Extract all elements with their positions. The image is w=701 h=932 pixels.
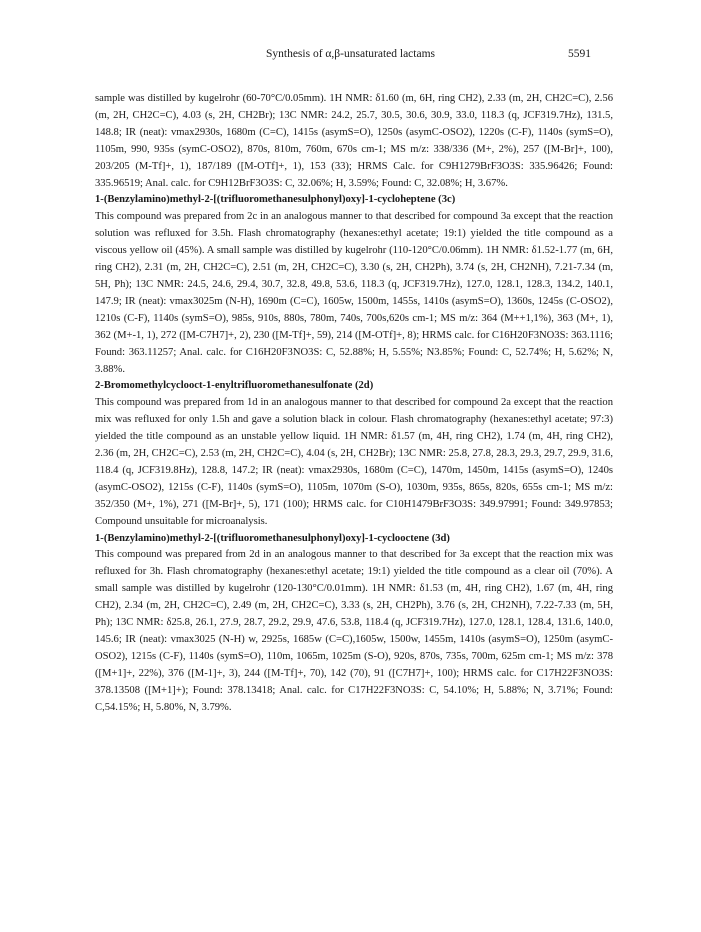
paragraph-3d: This compound was prepared from 2d in an analogous manner to that described for 3a except that the reaction mix was refluxed for 3h. Flash chromatography (hexanes:ethyl acetate; 19:1) yielded the title compound as a clear oil (70%). A small sample was distilled by kugelrohr (120-130°C/0.01mm). 1H NMR: δ1.53 (m, 4H, ring CH2), 1.67 (m, 4H, ring CH2), 2.34 (m, 2H, CH2C=C), 2.49 (m, 2H, CH2C=C), 3.33 (s, 2H, CH2Ph), 3.76 (s, 2H, CH2NH), 7.22-7.33 (m, 5H, Ph); 13C NMR: δ25.8, 26.1, 27.9, 28.7, 29.2, 29.9, 47.6, 53.8, 118.4 (q, JCF319.7Hz), 127.0, 128.1, 128.4, 131.6, 140.0, 145.6; IR (neat): vmax3025 (N-H) w, 2925s, 1685w (C=C),1605w, 1500w, 1455m, 1410s (asymS=O), 1250m (asymC-OSO2), 1215s (C-F), 1140s (symS=O), 110m, 1065m, 1025m (S-O), 920s, 870s, 735s, 700m, 625m cm-1; MS m/z: 378 ([M+1]+, 22%), 376 ([M-1]+, 3), 244 ([M-Tf]+, 70), 142 (70), 91 ([C7H7]+, 100); HRMS calc. for C17H22F3NO3S: 378.13508 ([M+1]+); Found: 378.13418; Anal. calc. for C17H22F3NO3S: C, 54.10%; H, 5.88%; N, 3.71%; Found: C,54.15%; H, 5.80%, N, 3.79%. xyxy=(95,549,613,713)
compound-heading-3c: 1-(Benzylamino)methyl-2-[(trifluoromethanesulphonyl)oxy]-1-cycloheptene (3c) xyxy=(95,194,456,206)
paragraph-2d: This compound was prepared from 1d in an analogous manner to that described for compound 2a except that the reaction mix was refluxed for only 1.5h and gave a solution black in colour. Flash chromatography (hexanes:ethyl acetate; 97:3) yielded the title compound as an unstable yellow liquid. 1H NMR: δ1.57 (m, 4H, ring CH2), 1.74 (m, 4H, ring CH2), 2.36 (m, 2H, CH2C=C), 2.53 (m, 2H, CH2C=C), 4.04 (s, 2H, CH2Br); 13C NMR: 25.8, 27.8, 28.3, 29.3, 29.7, 29.9, 31.6, 118.4 (q, JCF319.8Hz), 128.8, 147.2; IR (neat): vmax2930s, 1680m (C=C), 1470m, 1450m, 1415s (asymS=O), 1240s (asymC-OSO2), 1215s (C-F), 1140s (symS=O), 1105m, 1070m (S-O), 1030m, 935s, 865s, 820s, 655s cm-1; MS m/z: 352/350 (M+, 1%), 271 ([M-Br]+, 5), 171 (100); HRMS calc. for C10H1479BrF3O3S: 349.97991; Found: 349.97853; Compound unsuitable for microanalysis. xyxy=(95,397,613,527)
experimental-section xyxy=(95,91,613,717)
compound-heading-2d: 2-Bromomethylcyclooct-1-enyltrifluoromethanesulfonate (2d) xyxy=(95,380,374,392)
running-header xyxy=(0,48,701,64)
running-title: Synthesis of α,β-unsaturated lactams xyxy=(265,48,435,60)
page-number: 5591 xyxy=(568,48,591,60)
paragraph-3c: This compound was prepared from 2c in an analogous manner to that described for compound 3a except that the reaction solution was refluxed for 3.5h. Flash chromatography (hexanes:ethyl acetate; 19:1) yielded the title compound as a viscous yellow oil (45%). A small sample was distilled by kugelrohr (110-120°C/0.06mm). 1H NMR: δ1.52-1.77 (m, 6H, ring CH2), 2.31 (m, 2H, CH2C=C), 2.51 (m, 2H, CH2C=C), 3.30 (s, 2H, CH2Ph), 3.74 (s, 2H, CH2NH), 7.21-7.34 (m, 5H, Ph); 13C NMR: 24.5, 24.6, 29.4, 30.7, 32.8, 49.8, 53.6, 118.3 (q, JCF319.7Hz), 127.0, 128.1, 128.3, 134.2, 140.1, 147.9; IR (neat): vmax3025m (N-H), 1690m (C=C), 1605w, 1500m, 1455s, 1410s (asymS=O), 1360s, 1245s (C-OSO2), 1210s (C-F), 1140s (symS=O), 985s, 910s, 880s, 780m, 740s, 700s,620s cm-1; MS m/z: 364 (M++1,1%), 363 (M+, 1), 362 (M+-1, 1), 272 ([M-C7H7]+, 2), 230 ([M-Tf]+, 59), 214 ([M-OTf]+, 8); HRMS calc. for C16H20F3NO3S: 363.1116; Found: 363.11257; Anal. calc. for C16H20F3NO3S: C, 52.88%; H, 5.55%; N3.85%; Found: C, 52.74%; H, 5.62%; N, 3.88%. xyxy=(95,211,613,375)
paragraph-2c-data: sample was distilled by kugelrohr (60-70°C/0.05mm). 1H NMR: δ1.60 (m, 6H, ring CH2), 2.33 (m, 2H, CH2C=C), 2.56 (m, 2H, CH2C=C), 4.03 (s, 2H, CH2Br); 13C NMR: 24.2, 25.7, 30.5, 30.6, 30.9, 33.0, 118.3 (q, JCF319.7Hz), 131.5, 148.8; IR (neat): vmax2930s, 1680m (C=C), 1415s (asymS=O), 1250s (asymC-OSO2), 1220s (C-F), 1140s (symS=O), 1105m, 990, 935s (symC-OSO2), 870s, 810m, 760m, 670s cm-1; MS m/z: 338/336 (M+, 2%), 257 ([M-Br]+, 100), 203/205 (M-Tf]+, 1), 187/189 ([M-OTf]+, 1), 153 (33); HRMS Calc. for C9H1279BrF3O3S: 335.96426; Found: 335.96519; Anal. calc. for C9H12BrF3O3S: C, 32.06%; H, 3.59%; Found: C, 32.08%; H, 3.67%. xyxy=(95,93,613,189)
compound-heading-3d: 1-(Benzylamino)methyl-2-[(trifluoromethanesulphonyl)oxy]-1-cyclooctene (3d) xyxy=(95,532,450,544)
